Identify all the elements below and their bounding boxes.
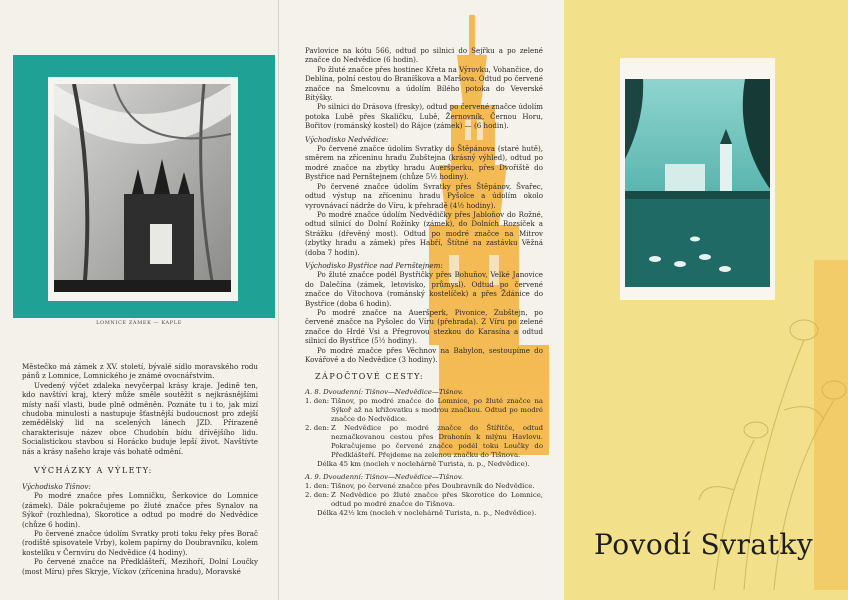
intro-text xyxy=(22,362,258,456)
cover-title: Povodí Svratky xyxy=(594,528,814,561)
trip-paragraph: Po modré značce přes Lomničku, Šerkovice do Lomnice (zámek). Dále pokračujeme po žluté značce přes Synalov na Sýkoř (rozhledna), Skorotice a odtud po modré do Nedvědice (chůze 6 hodin). xyxy=(22,491,258,529)
route-title: A. 9. Dvoudenní: Tišnov—Nedvědice—Tišnov. xyxy=(305,473,464,481)
trip-paragraph: Pavlovice na kótu 566, odtud po silnici do Sejřku a po zelené značce do Nedvědice (6 hodin). xyxy=(305,46,543,65)
route-day: 1. den: Tišnov, po červené značce přes Doubravník do Nedvědice. xyxy=(305,482,535,490)
trip-paragraph: Po červené značce údolím Svratky proti toku řeky přes Borač (rodiště spisovatele Vrby), kolem papírny do Doubravníku, kolem kostelíku v Černvíru do Nedvědice (4 hodiny). xyxy=(22,529,258,557)
trip-paragraph: Po modré značce na Aueršperk, Pivonice, Zubštejn, po červené značce na Pyšolec do Víru (přehrada). Z Víru po zelené značce do Hrdé Vsi a Přegrovou stezkou do Karasína a odtud silnicí do Bystřice (5½ hodiny). xyxy=(305,307,543,346)
trip-paragraph: Po žluté značce podél Bystřičky přes Bohuňov, Velké Janovice do Dalečína (zámek, letovisko, průmysl). Odtud po červené značce do Vítochova (románský kostelíček) a přes Ždánice do Bystřice (doba 6 hodin). xyxy=(305,270,543,308)
trips-text xyxy=(22,478,258,576)
left-panel xyxy=(0,0,278,600)
routes-text xyxy=(305,384,543,518)
intro-paragraph: Městečko má zámek z XV. století, bývalé sídlo moravského rodu pánů z Lomnice, Lomnického je známé ovocnářstvím. xyxy=(22,362,258,381)
section-heading: VÝCHÁZKY A VÝLETY: xyxy=(34,466,153,475)
route-length: Délka 42½ km (nocleh v noclehárně Turista, n. p., Nedvědice). xyxy=(317,509,537,517)
cover-panel xyxy=(564,0,848,600)
chapel-photo xyxy=(54,84,231,292)
trip-paragraph: Po modré značce údolím Nedvědičky přes Jabloňov do Rožné, odtud silnicí do Dolní Rožínky (zámek), do Dolních Rozsíček a Strážku (dřevěný most). Odtud po modré značce na Mitrov (zbytky hradu a zámek) přes Habří, Štítné na zastávku Věžná (doba 7 hodin). xyxy=(305,209,543,257)
route-day: 2. den: Z Nedvědice po modré značce do Štířitče, odtud neznačkovanou cestou přes Drahonín k mlýnu Havlovu. Pokračujeme po červené značce podél toku Loučky do Předklášteří. Přejdeme na zelenou značku do Tišnova. xyxy=(305,424,543,459)
intro-paragraph: Uvedený výčet zdaleka nevyčerpal krásy kraje. Jedině ten, kdo navštíví kraj, který může směle soutěžit s nejkrásnějšími místy naší vlasti, bude plně odměněn. Poznáte tu i to, jak mizí chudoba minulosti a nastupuje šťastnější budoucnost pro zdejší zemědělský lid na scelených lánech JZD. Přirazeně charakterisuje název obce Chudobín bídu dřívějšího lidu. Socialistickou stavbou si Horácko buduje lepší život. Navštívte nás a krásy našeho kraje vás bohatě odmění. xyxy=(22,380,258,456)
trip-paragraph: Po červené značce na Předklášteří, Mezihoří, Dolní Loučky (most Míru) přes Skryje, Víckov (zřícenina hradu), Moravské xyxy=(22,557,258,576)
subheading: Východisko Tišnov: xyxy=(22,482,91,491)
trip-paragraph: Po modré značce přes Věchnov na Babylon, sestoupíme do Kovářové a do Nedvědice (3 hodiny). xyxy=(305,345,543,364)
trip-paragraph: Po silnici do Drásova (fresky), odtud po červené značce údolím potoka Lubě přes Skaličku, Lubě, Žernovník, Černou Horu, Bořitov (románský kostel) do Rájce (zámek) — (6 hodin). xyxy=(305,102,543,131)
trip-paragraph: Po červené značce údolím Svratky do Štěpánova (staré hutě), směrem na zříceninu hradu Zubštejna (krásný výhled), odtud po modré značce na zbytky hradu Aueršperku, přes Dvořiště do Bystřice nad Pernštejnem (chůze 5½ hodiny). xyxy=(305,144,543,182)
route-day: 1. den: Tišnov, po modré značce do Lomnice, po žluté značce na Sýkoř až na křižovatku s modrou značkou. Odtud po modré značce do Nedvědice. xyxy=(305,397,543,423)
castle-lake-photo xyxy=(625,79,770,287)
subheading: Východisko Nedvědice: xyxy=(305,134,389,144)
middle-panel xyxy=(278,0,565,600)
subheading: Východisko Bystřice nad Pernštejnem: xyxy=(305,260,443,270)
route-length: Délka 45 km (nocleh v noclehárně Turista, n. p., Nedvědice). xyxy=(317,460,530,468)
middle-text xyxy=(305,46,543,364)
trip-paragraph: Po žluté značce přes hostinec Křeta na Výrovku, Vohančice, do Deblína, polní cestou do Braníškova a Maršova. Odtud po červené značce na Šmelcovnu a údolím Bílého potoka do Veverské Bítýšky. xyxy=(305,64,543,103)
chapel-photo-frame xyxy=(48,77,238,301)
route-day: 2. den: Z Nedvědice po žluté značce přes Skorotice do Lomnice, odtud po modré značce do Tišnova. xyxy=(305,491,543,508)
route-title: A. 8. Dvoudenní: Tišnov—Nedvědice—Tišnov. xyxy=(305,388,464,396)
section-heading: ZÁPOČTOVÉ CESTY: xyxy=(315,372,425,381)
trip-paragraph: Po červené značce údolím Svratky přes Štěpánov, Švařec, odtud výstup na zříceninu hradu Pyšolce a údolím okolo vyrovnávací nádrže do Víru, k přehradě (4½ hodiny). xyxy=(305,181,543,210)
photo-caption: LOMNICE ZÁMEK — KAPLE xyxy=(96,320,182,326)
